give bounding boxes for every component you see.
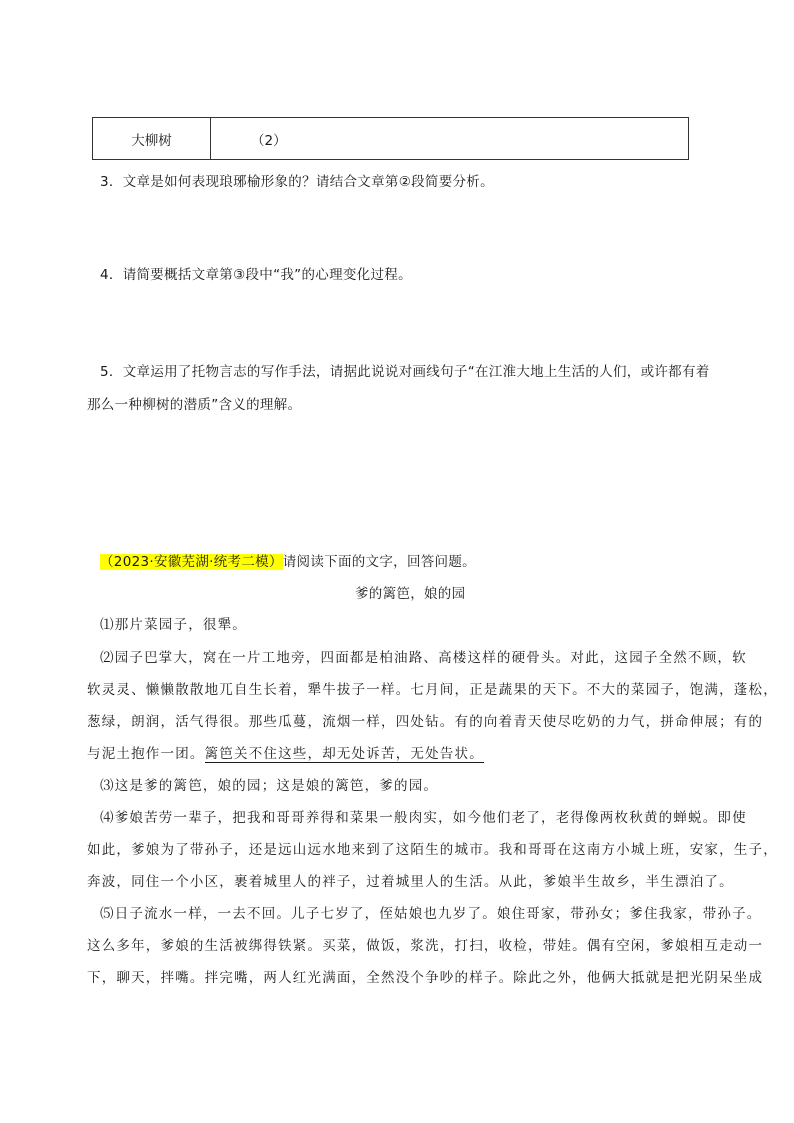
- passage-line: 与泥土抱作一团。: [87, 746, 205, 762]
- underlined-sentence: 篱笆关不住这些，却无处诉苦，无处告状。: [204, 746, 484, 762]
- passage-line: ⑸日子流水一样，一去不回。儿子七岁了，侄姑娘也九岁了。娘住哥家，带孙女；爹住我家，带孙子。: [100, 906, 762, 922]
- question-4: 4．请简要概括文章第③段中“我”的心理变化过程。: [100, 267, 412, 283]
- passage-line: 软灵灵、懒懒散散地兀自生长着，犟牛拔子一样。七月间，正是蔬果的天下。不大的菜园子，饱满，蓬松，: [87, 682, 778, 698]
- passage-intro: [100, 550, 476, 570]
- passage-title: 爹的篱笆，娘的园: [355, 586, 466, 602]
- passage-line: ⑶这是爹的篱笆，娘的园；这是娘的篱笆，爹的园。: [100, 778, 439, 794]
- instruction-text: 请阅读下面的文字，回答问题。: [282, 554, 476, 570]
- passage-line: ⑷爹娘苦劳一辈子，把我和哥哥养得和菜果一般肉实，如今他们老了，老得像两枚秋黄的蝉蜕。即使: [100, 810, 747, 826]
- passage-line: ⑵园子巴掌大，窝在一片工地旁，四面都是柏油路、高楼这样的硬骨头。对此，这园子全然不顾，软: [100, 650, 747, 666]
- table-label-cell: 大柳树: [93, 118, 211, 160]
- table-answer-cell: （2）: [211, 118, 689, 160]
- question-3: 3．文章是如何表现琅琊榆形象的？请结合文章第②段简要分析。: [100, 174, 494, 190]
- passage-line: 下，聊天，拌嘴。拌完嘴，两人红光满面，全然没个争吵的样子。除此之外，他俩大抵就是把光阴呆坐成: [87, 970, 764, 986]
- passage-line: 葱绿，朗润，活气得很。那些瓜蔓，流烟一样，四处钻。有的向着青天使尽吃奶的力气，拼命伸展；有的: [87, 714, 764, 730]
- passage-line: ⑴那片菜园子，很犟。: [100, 617, 247, 633]
- passage-line: 这么多年，爹娘的生活被绑得铁紧。买菜，做饭，浆洗，打扫，收检，带娃。偶有空闲，爹娘相互走动一: [87, 938, 764, 954]
- question-5-line-1: 5．文章运用了托物言志的写作手法，请据此说说对画线句子“在江淮大地上生活的人们，或许都有着: [100, 364, 710, 380]
- passage-line-with-underline: [87, 742, 707, 762]
- question-5-line-2: 那么一种柳树的潜质”含义的理解。: [87, 397, 302, 413]
- passage-line: 奔波，同住一个小区，裹着城里人的袢子，过着城里人的生活。从此，爹娘半生故乡，半生漂泊了。: [87, 874, 734, 890]
- passage-line: 如此，爹娘为了带孙子，还是远山远水地来到了这陌生的城市。我和哥哥在这南方小城上班，安家，生子，: [87, 842, 778, 858]
- table-row: [93, 118, 689, 160]
- answer-table: [92, 117, 689, 160]
- source-highlight: （2023·安徽芜湖·统考二模）: [100, 554, 283, 570]
